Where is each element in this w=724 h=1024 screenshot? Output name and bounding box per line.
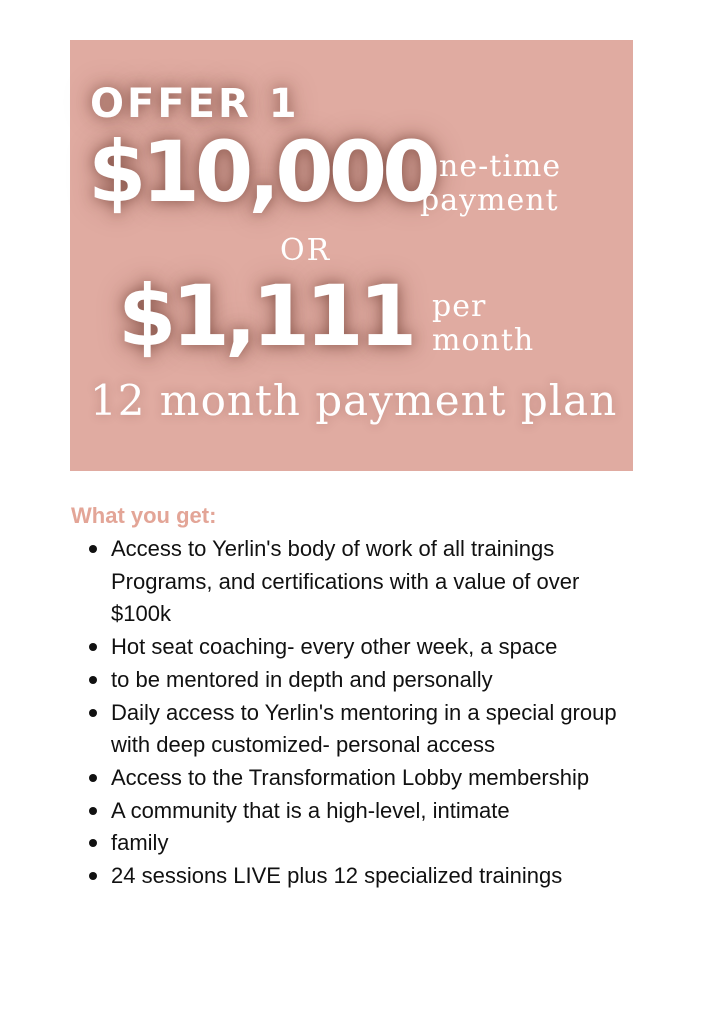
benefits-list <box>111 533 641 893</box>
one-time-payment-note <box>420 150 561 218</box>
benefit-item <box>111 533 641 631</box>
bullet-icon <box>89 872 97 880</box>
per-month-note <box>432 290 534 358</box>
benefit-text: 24 sessions LIVE plus 12 specialized trainings <box>111 863 563 889</box>
benefit-item <box>111 697 641 762</box>
benefits-heading: What you get: <box>71 503 217 528</box>
benefit-item <box>111 664 641 697</box>
one-time-note-line2: payment <box>420 183 559 218</box>
benefit-item <box>111 795 641 828</box>
bullet-icon <box>89 709 97 717</box>
benefit-text: family <box>111 830 169 856</box>
benefit-text: Hot seat coaching- every other week, a space <box>111 634 558 660</box>
bullet-icon <box>89 676 97 684</box>
benefit-item <box>111 827 641 860</box>
payment-plan-text: 12 month payment plan <box>90 376 618 425</box>
bullet-icon <box>89 643 97 651</box>
one-time-note-line1: one-time <box>420 149 562 184</box>
offer-label: OFFER 1 <box>90 81 300 127</box>
benefit-item <box>111 631 641 664</box>
per-month-note-line2: month <box>432 323 535 358</box>
bullet-icon <box>89 774 97 782</box>
benefit-item <box>111 860 641 893</box>
bullet-icon <box>89 839 97 847</box>
benefit-text: to be mentored in depth and personally <box>111 666 493 692</box>
bullet-icon <box>89 807 97 815</box>
monthly-price: $1,111 <box>118 267 413 365</box>
or-separator: OR <box>280 233 332 268</box>
benefit-item <box>111 762 641 795</box>
one-time-price: $10,000 <box>88 123 436 221</box>
per-month-note-line1: per <box>432 289 487 324</box>
benefit-text: A community that is a high-level, intimate <box>111 797 510 823</box>
bullet-icon <box>89 545 97 553</box>
offer-banner <box>70 40 633 471</box>
benefit-text: Access to the Transformation Lobby membership <box>111 764 590 790</box>
benefit-text: Access to Yerlin's body of work of all trainings Programs, and certifications with a value of over $100k <box>111 536 580 627</box>
benefit-text: Daily access to Yerlin's mentoring in a special group with deep customized- personal access <box>111 699 617 758</box>
